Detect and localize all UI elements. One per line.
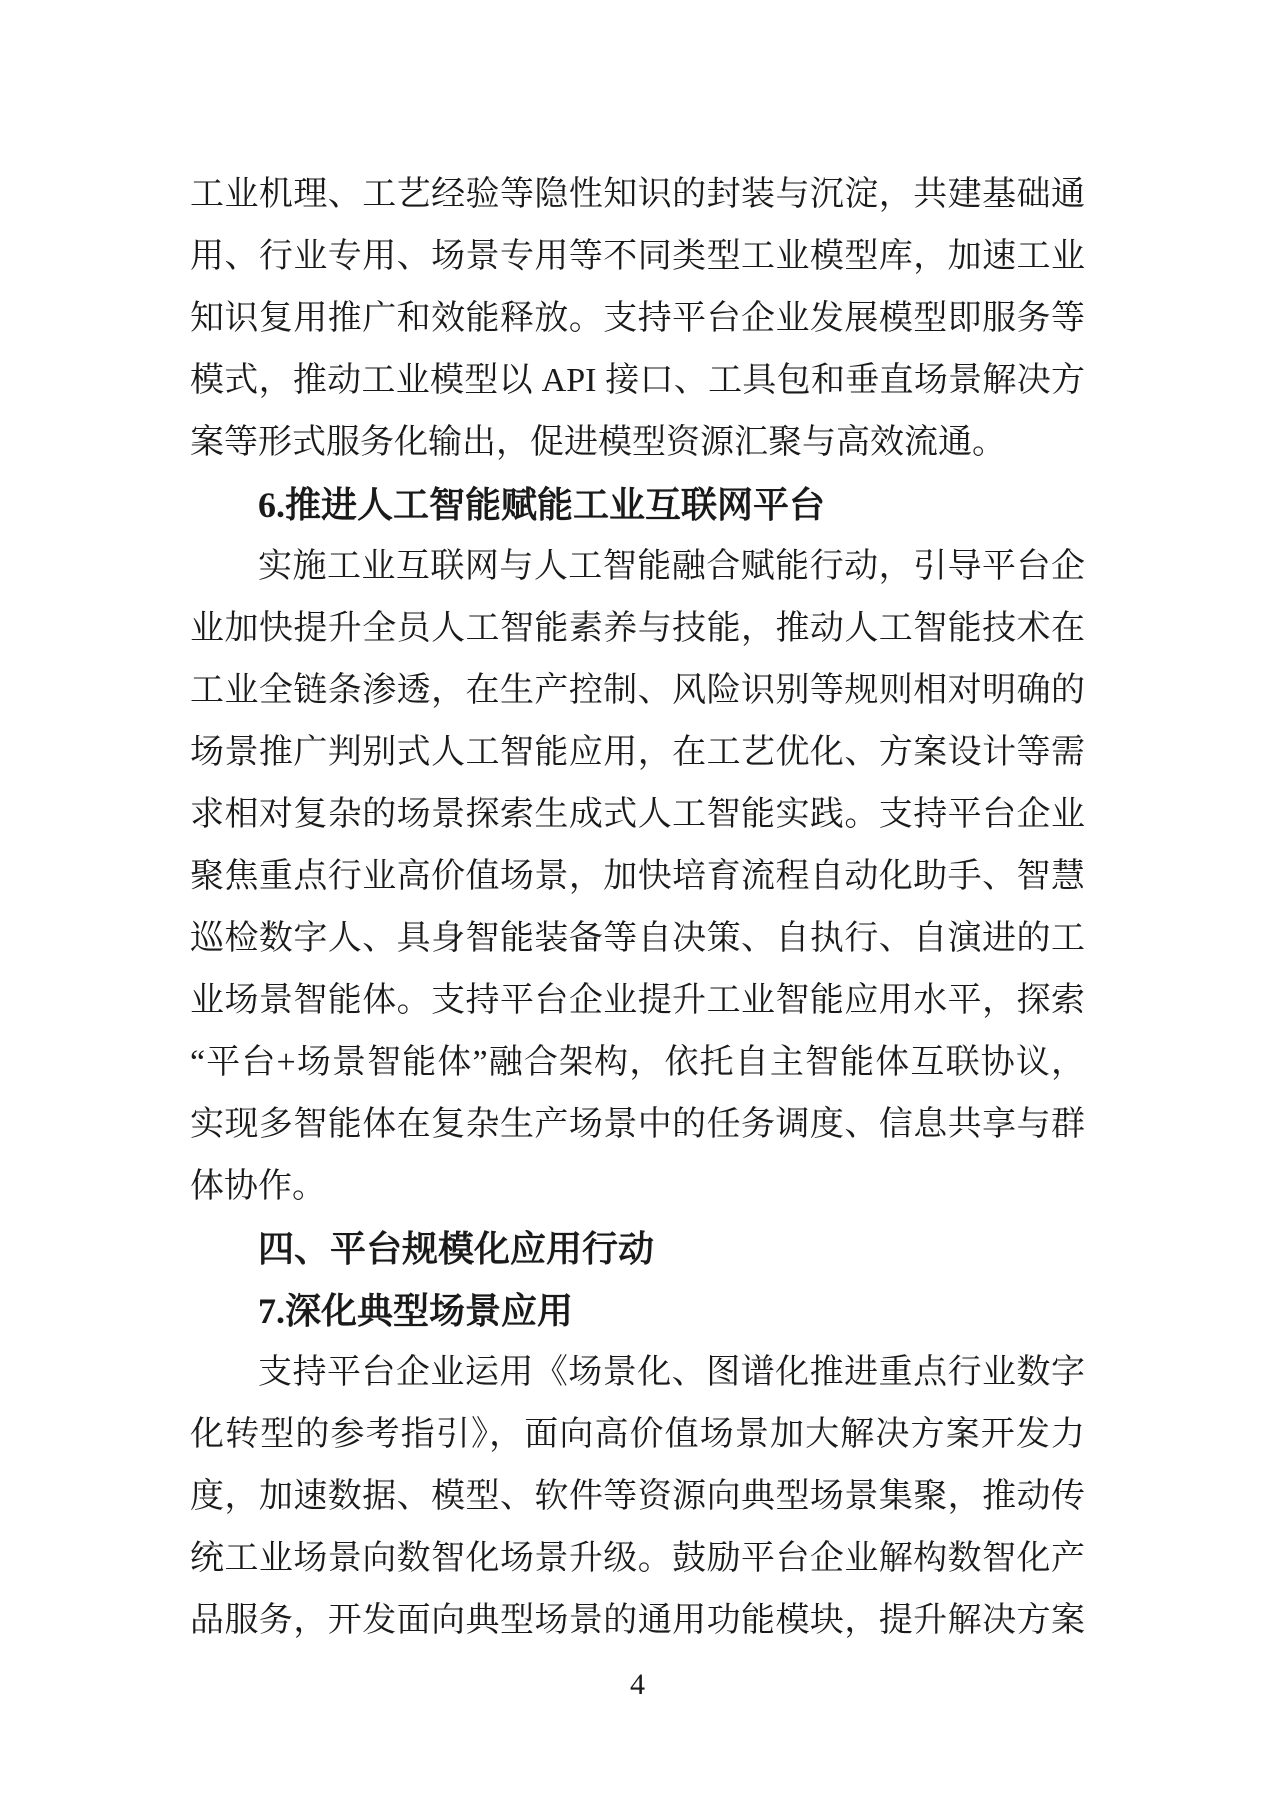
page-number: 4 xyxy=(630,1668,645,1701)
numbered-heading: 6.推进人工智能赋能工业互联网平台 xyxy=(258,485,826,525)
body-line: 工业全链条渗透，在生产控制、风险识别等规则相对明确的 xyxy=(190,672,1085,709)
body-line: 体协作。 xyxy=(190,1168,326,1205)
body-line: 支持平台企业运用《场景化、图谱化推进重点行业数字 xyxy=(258,1354,1085,1391)
document-text-block xyxy=(190,164,1085,1652)
body-line: 业加快提升全员人工智能素养与技能，推动人工智能技术在 xyxy=(190,610,1085,647)
body-line: 实施工业互联网与人工智能融合赋能行动，引导平台企 xyxy=(258,548,1085,585)
body-line: 知识复用推广和效能释放。支持平台企业发展模型即服务等 xyxy=(190,300,1085,337)
body-line: “平台+场景智能体”融合架构，依托自主智能体互联协议， xyxy=(190,1044,1085,1081)
numbered-heading: 7.深化典型场景应用 xyxy=(258,1291,574,1331)
body-line: 实现多智能体在复杂生产场景中的任务调度、信息共享与群 xyxy=(190,1106,1085,1143)
body-line: 统工业场景向数智化场景升级。鼓励平台企业解构数智化产 xyxy=(190,1540,1085,1577)
body-line: 巡检数字人、具身智能装备等自决策、自执行、自演进的工 xyxy=(190,920,1085,957)
body-line: 用、行业专用、场景专用等不同类型工业模型库，加速工业 xyxy=(190,238,1085,275)
body-line: 工业机理、工艺经验等隐性知识的封装与沉淀，共建基础通 xyxy=(190,176,1085,213)
body-line: 模式，推动工业模型以 API 接口、工具包和垂直场景解决方 xyxy=(190,362,1085,399)
body-line: 品服务，开发面向典型场景的通用功能模块，提升解决方案 xyxy=(190,1602,1085,1639)
body-line: 化转型的参考指引》，面向高价值场景加大解决方案开发力 xyxy=(190,1416,1085,1453)
body-line: 场景推广判别式人工智能应用，在工艺优化、方案设计等需 xyxy=(190,734,1085,771)
body-line: 业场景智能体。支持平台企业提升工业智能应用水平，探索 xyxy=(190,982,1085,1019)
body-line: 求相对复杂的场景探索生成式人工智能实践。支持平台企业 xyxy=(190,796,1085,833)
section-heading: 四、平台规模化应用行动 xyxy=(258,1228,655,1269)
body-line: 案等形式服务化输出，促进模型资源汇聚与高效流通。 xyxy=(190,424,1006,461)
body-line: 度，加速数据、模型、软件等资源向典型场景集聚，推动传 xyxy=(190,1478,1085,1515)
body-line: 聚焦重点行业高价值场景，加快培育流程自动化助手、智慧 xyxy=(190,858,1085,895)
